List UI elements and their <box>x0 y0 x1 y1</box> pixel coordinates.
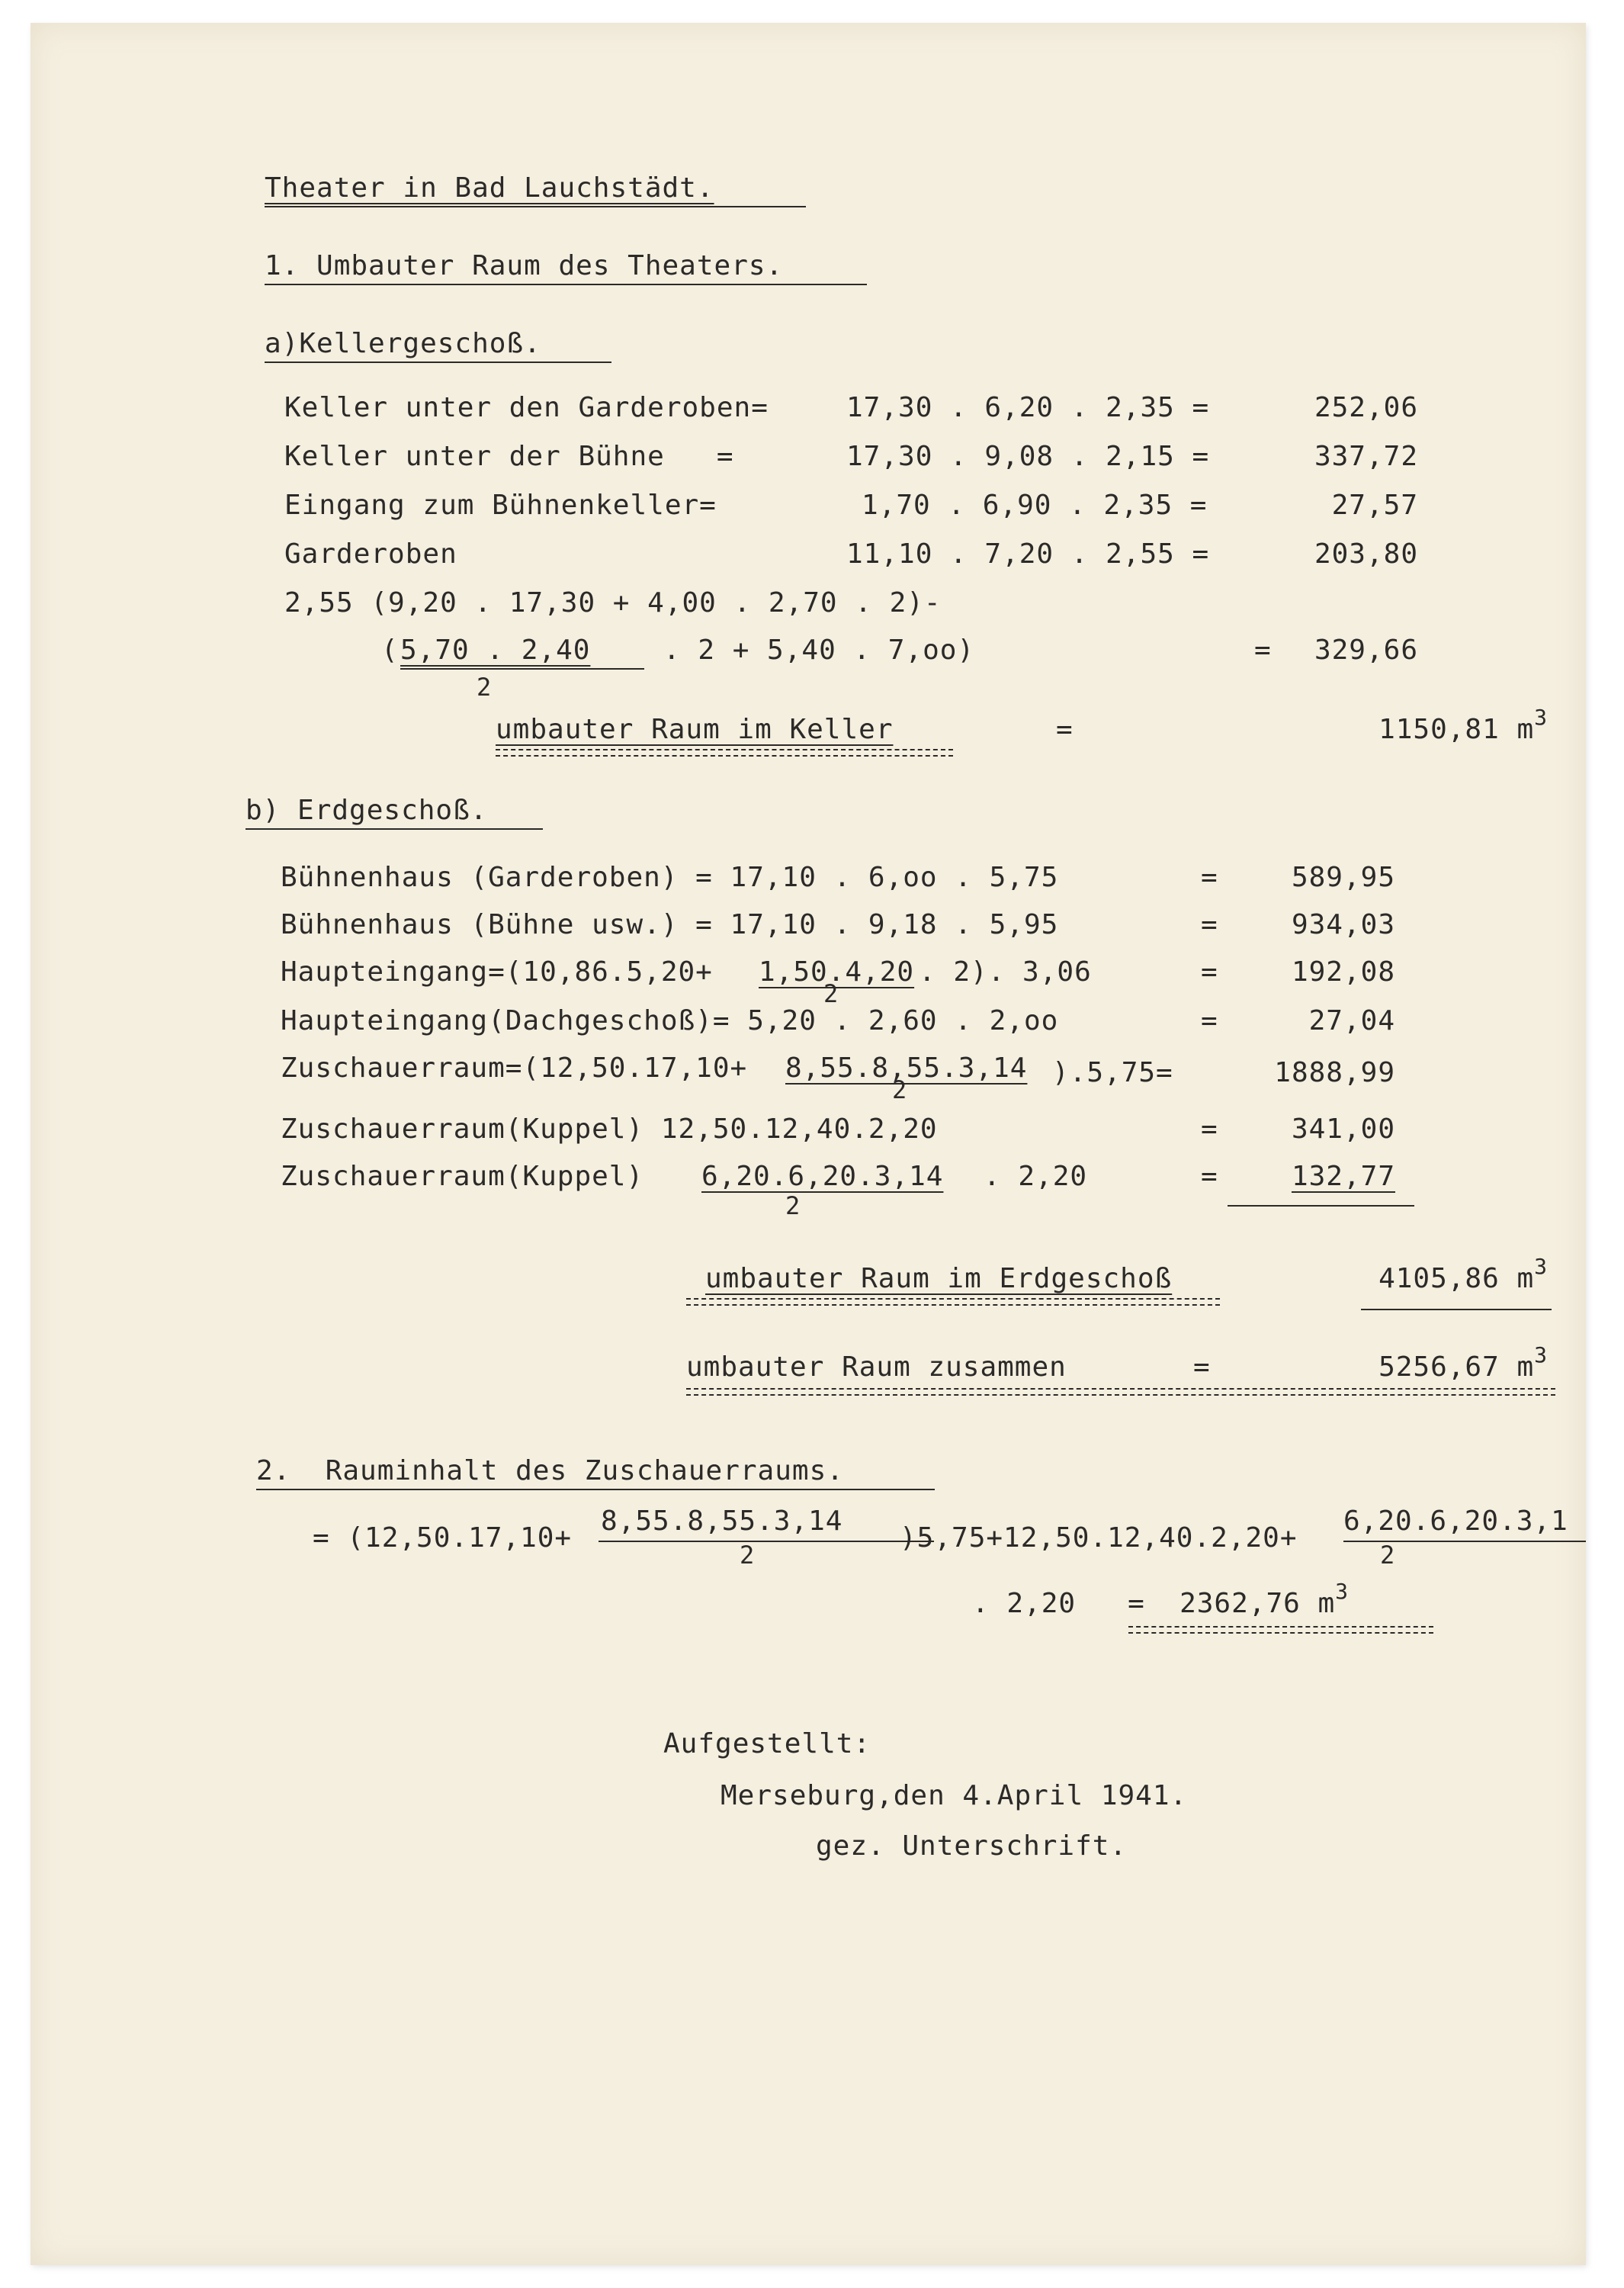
section2-formula-numerator: 8,55.8,55.3,14 <box>601 1506 843 1537</box>
keller-row-label: Eingang zum Bühnenkeller= <box>284 490 717 521</box>
erd-total-label: umbauter Raum im Erdgeschoß <box>705 1263 1173 1294</box>
section2-formula-denominator-2: 2 <box>1380 1541 1396 1570</box>
erd-row-label: Bühnenhaus (Garderoben) = 17,10 . 6,oo . 5,75 <box>281 862 1059 893</box>
erd-row-label: Bühnenhaus (Bühne usw.) = 17,10 . 9,18 . 5,95 <box>281 909 1059 940</box>
erd-row-result: 132,77 <box>1291 1161 1395 1192</box>
section2-result-line: . 2,20 = 2362,76 $m^3$ <box>972 1579 1350 1619</box>
erd-total-double-underline <box>686 1298 1220 1306</box>
keller-row-calc: 17,30 . 9,08 . 2,15 = <box>846 441 1210 472</box>
keller-row-label: Garderoben <box>284 538 457 570</box>
erd-row-numerator: 8,55.8,55.3,14 <box>785 1052 1028 1084</box>
erd-row-numerator: 6,20.6,20.3,14 <box>701 1161 944 1192</box>
section2-result-double-underline <box>1128 1626 1433 1634</box>
erd-row-result: 589,95 <box>1291 862 1395 893</box>
erd-row-equals: = <box>1201 909 1218 940</box>
erd-row-after: . 2). 3,06 <box>919 956 1092 988</box>
place-date: Merseburg,den 4.April 1941. <box>721 1780 1188 1811</box>
keller-formula-rest: . 2 + 5,40 . 7,oo) <box>663 635 975 666</box>
erd-row-label: Zuschauerraum(Kuppel) <box>281 1161 661 1192</box>
section1-heading: 1. Umbauter Raum des Theaters. <box>265 250 784 281</box>
erd-total-value-underline <box>1361 1309 1552 1310</box>
erd-row-numerator: 1,50.4,20 <box>759 956 915 988</box>
subsection-a-heading: a)Kellergeschoß. <box>265 328 541 359</box>
erd-row-denominator: 2 <box>823 979 839 1008</box>
erd-row-equals: = <box>1201 1113 1218 1145</box>
section1-underline <box>265 284 867 285</box>
keller-row-calc: 17,30 . 6,20 . 2,35 = <box>846 392 1210 423</box>
keller-formula-denominator: 2 <box>477 673 493 702</box>
keller-formula-numerator: 5,70 . 2,40 <box>400 635 591 666</box>
keller-row-calc: 11,10 . 7,20 . 2,55 = <box>846 538 1210 570</box>
section2-underline <box>256 1489 935 1490</box>
keller-row-result: 203,80 <box>1314 538 1418 570</box>
erd-sum-rule <box>1228 1205 1414 1207</box>
erd-row-label: Zuschauerraum(Kuppel) 12,50.12,40.2,20 <box>281 1113 938 1145</box>
keller-fraction-bar <box>400 668 644 670</box>
section2-formula-numerator-2: 6,20.6,20.3,1 <box>1343 1506 1568 1537</box>
keller-total-label: umbauter Raum im Keller <box>496 714 894 745</box>
keller-formula-open: ( <box>381 635 399 666</box>
erd-row-result: 27,04 <box>1308 1005 1395 1036</box>
erd-row-label: Zuschauerraum=(12,50.17,10+ <box>281 1052 748 1084</box>
combined-total-value: 5256,67 $m^3$ <box>1378 1342 1548 1383</box>
erd-total-value: 4105,86 $m^3$ <box>1378 1254 1548 1294</box>
erd-row-denominator: 2 <box>892 1075 908 1104</box>
keller-total-double-underline <box>496 749 953 757</box>
keller-row-result: 27,57 <box>1331 490 1418 521</box>
erd-row-after: . 2,20 <box>984 1161 1088 1192</box>
erd-row-result: 192,08 <box>1291 956 1395 988</box>
subsection-b-underline <box>246 828 543 830</box>
keller-total-value: 1150,81 $m^3$ <box>1378 705 1548 745</box>
section2-formula-start: = (12,50.17,10+ <box>313 1522 573 1554</box>
combined-total-double-underline <box>686 1388 1555 1396</box>
keller-row-calc: 1,70 . 6,90 . 2,35 = <box>862 490 1208 521</box>
erd-row-result: 1888,99 <box>1274 1057 1395 1088</box>
erd-row-label: Haupteingang(Dachgeschoß)= 5,20 . 2,60 . 2,oo <box>281 1005 1059 1036</box>
subsection-a-underline <box>265 362 611 363</box>
erd-row-result: 341,00 <box>1291 1113 1395 1145</box>
keller-row-result: 337,72 <box>1314 441 1418 472</box>
title-underline <box>265 206 806 207</box>
section2-formula-middle: )5,75+12,50.12,40.2,20+ <box>900 1522 1298 1554</box>
keller-formula-result: 329,66 <box>1314 635 1418 666</box>
combined-total-label: umbauter Raum zusammen <box>686 1351 1067 1383</box>
section2-fraction-bar <box>599 1541 934 1542</box>
keller-row-label: Keller unter der Bühne = <box>284 441 734 472</box>
keller-formula-equals: = <box>1254 635 1272 666</box>
erd-row-equals: = <box>1201 956 1218 988</box>
erd-row-denominator: 2 <box>785 1191 801 1220</box>
erd-row-equals: = <box>1201 1161 1218 1192</box>
erd-row-label: Haupteingang=(10,86.5,20+ <box>281 956 713 988</box>
subsection-b-heading: b) Erdgeschoß. <box>246 795 488 826</box>
keller-total-equals: = <box>1056 714 1074 745</box>
section2-heading: 2. Rauminhalt des Zuschauerraums. <box>256 1455 844 1486</box>
keller-formula-line1: 2,55 (9,20 . 17,30 + 4,00 . 2,70 . 2)- <box>284 587 942 619</box>
keller-row-result: 252,06 <box>1314 392 1418 423</box>
keller-row-label: Keller unter den Garderoben= <box>284 392 769 423</box>
combined-total-equals: = <box>1193 1351 1211 1383</box>
prepared-label: Aufgestellt: <box>663 1728 871 1759</box>
signature-note: gez. Unterschrift. <box>816 1830 1128 1862</box>
section2-formula-denominator: 2 <box>740 1541 756 1570</box>
erd-row-equals: = <box>1201 1005 1218 1036</box>
document-page <box>30 23 1586 2265</box>
erd-row-after: ).5,75= <box>1052 1057 1173 1088</box>
erd-row-result: 934,03 <box>1291 909 1395 940</box>
document-title: Theater in Bad Lauchstädt. <box>265 172 714 204</box>
erd-row-equals: = <box>1201 862 1218 893</box>
